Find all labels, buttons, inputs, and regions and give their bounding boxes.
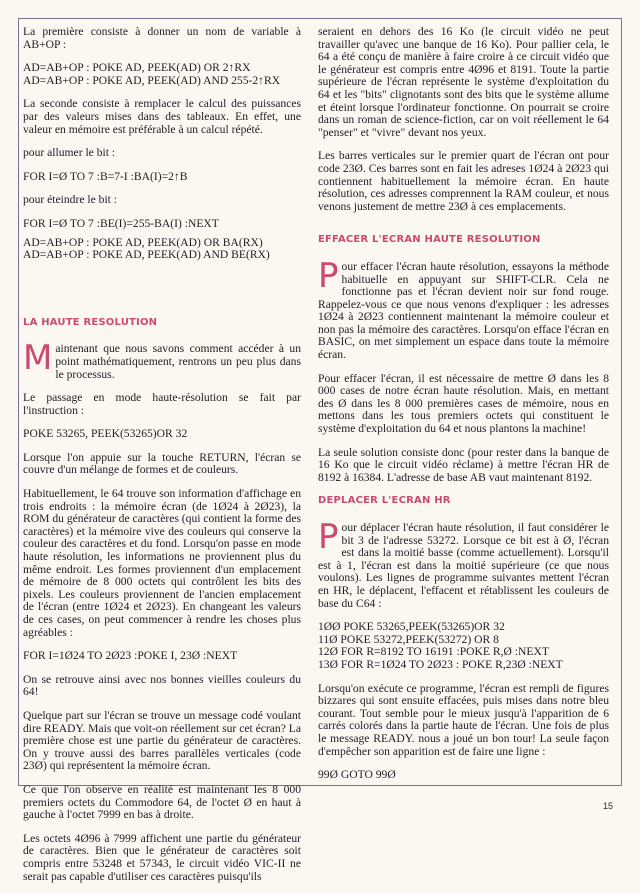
- paragraph: Le passage en mode haute-résolution se fait par l'instruction :: [23, 391, 301, 417]
- code-listing: 1ØØ POKE 53265,PEEK(53265)OR 32 11Ø POKE 53272,PEEK(53272) OR 8 12Ø FOR R=8192 TO 16191 :POKE R,Ø :NEXT 13Ø FOR R=1Ø24 TO 2Ø23 : POKE R,23Ø :NEXT: [318, 620, 563, 671]
- paragraph-text: aintenant que nous savons comment accéder à un point mathématiquement, rentrons un peu plus dans le processus.: [55, 342, 301, 381]
- paragraph: pour éteindre le bit :: [23, 193, 118, 207]
- code-snippet: FOR I=Ø TO 7 :BE(I)=255-BA(I) :NEXT: [23, 216, 219, 230]
- paragraph: Pour effacer l'écran, il est nécessaire de mettre Ø dans les 8 000 cases de notre écran haute résolution. Mais, en mettant des Ø dans les 8 000 premières cases de mémoire, nous en mettons dans les tous premiers octets qui constituent le système d'exploitation du 64 et nous plantons la machine!: [318, 371, 609, 436]
- section-heading: LA HAUTE RESOLUTION: [23, 316, 158, 328]
- drop-cap: M: [23, 338, 53, 379]
- paragraph: Ce que l'on observe en réalité est maintenant les 8 000 premiers octets du Commodore 64, de l'octet Ø en haut à gauche à l'octet 7999 en bas à droite.: [23, 782, 301, 822]
- paragraph: La première consiste à donner un nom de variable à AB+OP :: [23, 25, 301, 51]
- code-snippet: AD=AB+OP : POKE AD, PEEK(AD) OR BA(RX) AD=AB+OP : POKE AD, PEEK(AD) AND BE(RX): [23, 235, 270, 262]
- drop-cap: P: [318, 255, 339, 296]
- code-snippet: FOR I=Ø TO 7 :B=7-I :BA(I)=2↑B: [23, 169, 188, 183]
- code-snippet: POKE 53265, PEEK(53265)OR 32: [23, 427, 188, 441]
- section-heading: EFFACER L'ECRAN HAUTE RESOLUTION: [318, 234, 541, 246]
- paragraph: La seconde consiste à remplacer le calcul des puissances par des valeurs mises dans des tableaux. En effet, une valeur en mémoire est préférable à un calcul répété.: [23, 97, 301, 136]
- spacer: [23, 273, 301, 317]
- paragraph: pour allumer le bit :: [23, 146, 116, 160]
- paragraph-with-dropcap: [23, 338, 301, 381]
- paragraph: Lorsqu'on exécute ce programme, l'écran est rempli de figures bizzares qui sont ensuite effacées, puis mises dans notre bleu courant. Tout semble pour le mieux jusqu'à l'apparition de 6 carrés colorés dans la partie haute de l'écran. Une fois de plus le message READY. nous a joué un bon tour! La seule façon d'empêcher son apparition est de faire une ligne :: [318, 681, 609, 758]
- spacer: [318, 224, 609, 234]
- paragraph: Habituellement, le 64 trouve son information d'affichage en trois endroits : la mémoire écran (de 1Ø24 à 2Ø23), la ROM du générateur de caractères (qui contient la forme des caractères) et la mémoire vive des couleurs qui conserve la couleur des caractères et du fond. Lorsqu'on passe en mode haute résolution, les informations ne proviennent plus du même endroit. Les formes proviennent d'un emplacement de mémoire de 8 000 octets qui contrôlent les bits des pixels. Les couleurs proviennent de l'ancien emplacement de l'écran (entre 1Ø24 et 2Ø23). En changeant les valeurs de ces cases, on peut commencer à rendre les choses plus agréables :: [23, 487, 301, 639]
- code-snippet: 99Ø GOTO 99Ø: [318, 768, 396, 782]
- paragraph: seraient en dehors des 16 Ko (le circuit vidéo ne peut travailler qu'avec une banque de 16 Ko). Pour pallier cela, le 64 a été conçu de manière à faire croire à ce circuit vidéo que le générateur est compris entre 4Ø96 et 8191. Toute la partie supérieure de l'écran représente le système d'exploitation du 64 et les "bits" clignotants sont des bits que le système allume et éteint lorsque l'ordinateur fonctionne. On pourrait se croire dans un roman de science-fiction, car on voit réellement le 64 "penser" et "vivre" devant nos yeux.: [318, 25, 609, 139]
- paragraph: On se retrouve ainsi avec nos bonnes vieilles couleurs du 64!: [23, 672, 301, 699]
- section-heading: DEPLACER L'ECRAN HR: [318, 495, 451, 507]
- left-column: [23, 26, 301, 894]
- paragraph: Lorsque l'on appuie sur la touche RETURN, l'écran se couvre d'un mélange de formes et de couleurs.: [23, 450, 301, 477]
- drop-cap: P: [318, 517, 339, 557]
- paragraph-with-dropcap: [318, 517, 609, 610]
- code-snippet: FOR I=1Ø24 TO 2Ø23 :POKE I, 23Ø :NEXT: [23, 649, 238, 663]
- page-number: 15: [603, 801, 614, 811]
- paragraph: Les octets 4Ø96 à 7999 affichent une partie du générateur de caractères. Bien que le générateur de caractères soit compris entre 53248 et 57343, le circuit vidéo VIC-II ne serait pas capable d'utiliser ces caractères puisqu'ils: [23, 831, 301, 883]
- right-column: [318, 26, 609, 793]
- paragraph-text: our déplacer l'écran haute résolution, il faut considérer le bit 3 de l'adresse 53272. Lorsque ce bit est à Ø, l'écran est dans la moitié basse (comme actuellement). Lorsqu'il est à 1, l'écran est dans la moitié supérieure (ce que nous voulons). Les lignes de programme suivantes mettent l'écran en HR, le déplacent, l'effacent et rétablissent les couleurs de base du C64 :: [318, 521, 609, 610]
- paragraph-with-dropcap: [318, 255, 609, 362]
- paragraph: Quelque part sur l'écran se trouve un message codé voulant dire READY. Mais que voit-on réellement sur cet écran? La première chose est une partie du générateur de caractères. On y trouve aussi des barres parallèles verticales (code 23Ø) qui représentent la mémoire écran.: [23, 708, 301, 773]
- paragraph-text: our effacer l'écran haute résolution, essayons la méthode habituelle en appuyant sur SHIFT-CLR. Cela ne fonctionne pas et l'écran devient noir sur fond rouge. Rappelez-vous ce que nous venons d'expliquer : les adresses 1Ø24 à 2Ø23 contiennent maintenant la mémoire couleur et non pas la mémoire des caractères. Lorsqu'on efface l'écran en BASIC, on met simplement un espace dans toute la mémoire écran.: [318, 259, 609, 362]
- code-snippet: AD=AB+OP : POKE AD, PEEK(AD) OR 2↑RX AD=AB+OP : POKE AD, PEEK(AD) AND 255-2↑RX: [23, 61, 281, 87]
- paragraph: Les barres verticales sur le premier quart de l'écran ont pour code 23Ø. Ces barres sont en fait les adreses 1Ø24 à 2Ø23 qui contiennent habituellement la mémoire écran. En haute résolution, ces adresses comprennent la RAM couleur, et nous venons justement de mettre 23Ø à ces emplacements.: [318, 149, 609, 213]
- paragraph: La seule solution consiste donc (pour rester dans la banque de 16 Ko que le circuit vidéo réclame) à mettre l'écran HR de 8192 à 16384. L'adresse de base AB vaut maintenant 8192.: [318, 445, 609, 484]
